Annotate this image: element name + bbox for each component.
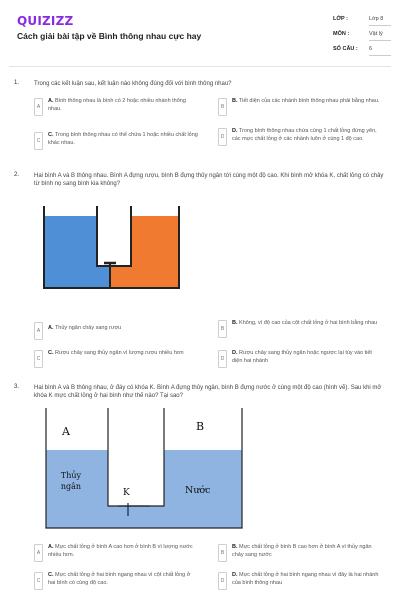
option-text: Rượu chảy sang thủy ngân hoặc ngược lại tùy vào tiết diện hai nhánh: [232, 350, 372, 364]
option-letter: C.: [48, 572, 54, 578]
option-text: Trong bình thông nhau chứa cùng 1 chất lỏng đứng yên, các mực chất lỏng ở các nhánh luôn ở cùng 1 độ cao.: [232, 128, 377, 142]
subject-label: MÔN :: [333, 31, 350, 37]
grade-label: LỚP :: [333, 16, 348, 22]
option-key-box: A: [34, 544, 43, 562]
vessel-a-label: A: [62, 425, 70, 438]
option-key-box: A: [34, 98, 43, 116]
option-key-box: D: [218, 350, 227, 368]
option-key-box: D: [218, 572, 227, 590]
answer-option[interactable]: [34, 322, 194, 344]
count-underline: [369, 55, 391, 56]
option-key-box: B: [218, 98, 227, 116]
option-key-box: D: [218, 128, 227, 146]
option-letter: A.: [48, 98, 54, 104]
option-text: Mực chất lỏng ở hai bình ngang nhau vì cột chất lỏng ở hai bình có cùng độ cao.: [48, 572, 191, 586]
worksheet-header: [0, 0, 400, 68]
count-label: SỐ CÂU :: [333, 46, 358, 52]
connector-fill-right: [110, 266, 131, 288]
mercury-label: Thủy ngân: [60, 471, 82, 491]
option-text: Mực chất lỏng ở bình A cao hơn ở bình B vì lượng nước nhiều hơn.: [48, 544, 193, 558]
subject-underline: [369, 40, 391, 41]
answer-option[interactable]: [34, 350, 194, 372]
question-number: 3.: [14, 384, 20, 390]
option-letter: A.: [48, 544, 54, 550]
grade-underline: [369, 25, 391, 26]
option-text: Không, vì độ cao của cột chất lỏng ở hai bình bằng nhau: [239, 320, 378, 326]
vessel-b-label: B: [196, 420, 205, 433]
option-letter: D.: [232, 350, 238, 356]
option-letter: D.: [232, 128, 238, 134]
option-letter: D.: [232, 572, 238, 578]
alcohol-fill-left: [44, 216, 97, 288]
option-text: Thủy ngân chảy sang rượu: [54, 325, 122, 331]
question-text: Hai bình A và B thông nhau, ở đáy có khóa K. Bình A đựng thủy ngân, bình B đựng nước ở cùng một độ cao (hình vẽ). Sau khi mở khóa K mực chất lỏng ở hai bình như thế nào? Tại sao?: [34, 385, 382, 399]
answer-option[interactable]: [34, 98, 194, 120]
option-key-box: C: [34, 132, 43, 150]
answer-option[interactable]: [218, 572, 378, 594]
option-text: Rượu chảy sang thủy ngân vì lượng rượu nhiều hơn: [55, 350, 184, 356]
header-divider: [9, 66, 391, 67]
option-text: Mực chất lỏng ở hai bình ngang nhau vì đây là hai nhánh của bình thông nhau: [232, 572, 379, 586]
option-key-box: B: [218, 320, 227, 338]
option-text: Trong bình thông nhau có thể chứa 1 hoặc nhiều chất lỏng khác nhau.: [48, 132, 198, 146]
valve-k-label: K: [123, 488, 130, 498]
option-letter: B.: [232, 544, 238, 550]
subject-value: Vật lý: [369, 31, 383, 37]
option-key-box: C: [34, 350, 43, 368]
page-title: Cách giải bài tập về Bình thông nhau cực hay: [17, 31, 202, 41]
option-letter: A.: [48, 325, 54, 331]
grade-value: Lớp 8: [369, 16, 384, 22]
question-text: Trong các kết luận sau, kết luận nào không đúng đối với bình thông nhau?: [34, 81, 232, 87]
connector-fill: [108, 506, 164, 528]
option-key-box: C: [34, 572, 43, 590]
answer-option[interactable]: [218, 320, 378, 342]
answer-option[interactable]: [218, 350, 378, 372]
option-text: Bình thông nhau là bình có 2 hoặc nhiều nhánh thông nhau.: [48, 98, 186, 112]
answer-option[interactable]: [34, 544, 194, 566]
option-text: Tiết diện của các nhánh bình thông nhau phải bằng nhau.: [238, 98, 380, 104]
answer-option[interactable]: [218, 98, 378, 120]
option-letter: B.: [232, 98, 238, 104]
count-value: 6: [369, 46, 373, 52]
option-key-box: A: [34, 322, 43, 340]
option-key-box: B: [218, 544, 227, 562]
connected-vessels-figure: [40, 200, 186, 296]
option-letter: C.: [48, 132, 54, 138]
mercury-fill-right: [131, 216, 179, 288]
option-letter: C.: [48, 350, 54, 356]
option-text: Mực chất lỏng ở bình B cao hơn ở bình A vì thủy ngân chảy sang nước: [232, 544, 372, 558]
answer-option[interactable]: [34, 572, 194, 594]
question-number: 2.: [14, 172, 20, 178]
question-number: 1.: [14, 80, 20, 86]
answer-option[interactable]: [34, 132, 198, 154]
quizizz-logo: QUIZIZZ: [17, 14, 74, 28]
answer-option[interactable]: [218, 544, 378, 566]
question-text: Hai bình A và B thông nhau. Bình A đựng rượu, bình B đựng thủy ngân tới cùng một độ cao. Khi bình mở khóa K, chất lỏng có chảy từ bình nọ sang bình kia không?: [34, 173, 384, 187]
option-letter: B.: [232, 320, 238, 326]
answer-option[interactable]: [218, 128, 378, 150]
water-label: Nước: [185, 485, 211, 496]
